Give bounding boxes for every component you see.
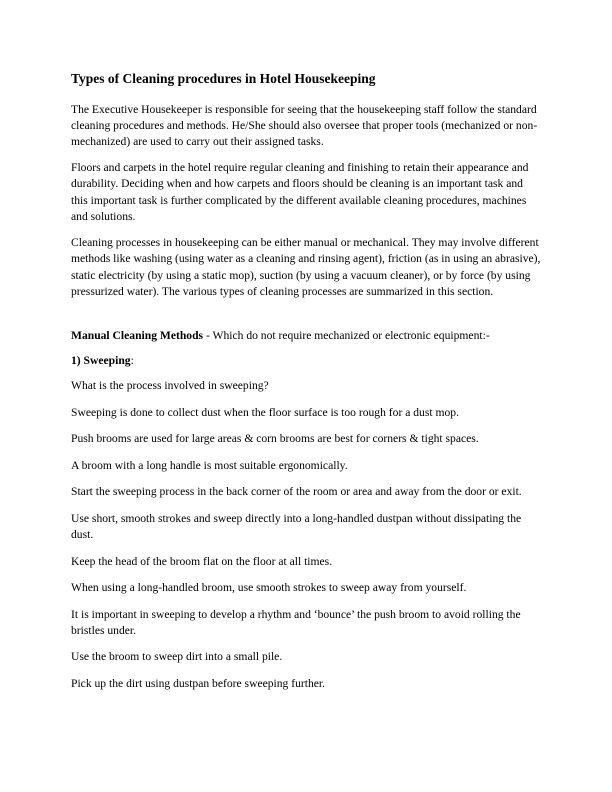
sweeping-point-8: When using a long-handled broom, use smooth strokes to sweep away from yourself. [71, 581, 467, 595]
subsection-heading-rest-text: : [130, 353, 134, 367]
sweeping-point-5: Start the sweeping process in the back corner of the room or area and away from the door or exit. [71, 485, 522, 499]
sweeping-point-11: Pick up the dirt using dustpan before sweeping further. [71, 676, 326, 690]
sweeping-point-4: A broom with a long handle is most suitable ergonomically. [71, 458, 348, 472]
section-heading-rest-text: - Which do not require mechanized or electronic equipment:- [203, 328, 490, 342]
intro-paragraph-2: Floors and carpets in the hotel require regular cleaning and finishing to retain their appearance and durability. Deciding when and how carpets and floors should be cleaning is an important task and this important task is further complicated by the different available cleaning procedures, machines and solutions. [71, 160, 529, 224]
section-spacer [71, 310, 542, 328]
intro-paragraph-3: Cleaning processes in housekeeping can be either manual or mechanical. They may involve different methods like washing (using water as a cleaning and rinsing agent), friction (as in using an abrasive), static electricity (by using a static mop), suction (by using a vacuum cleaner), or by force (by using pressurized water). The various types of cleaning processes are summarized in this section. [71, 235, 541, 299]
sweeping-point-6: Use short, smooth strokes and sweep directly into a long-handled dustpan without dissipating the dust. [71, 511, 522, 542]
subsection-heading-sweeping [71, 353, 542, 369]
sweeping-point-1: What is the process involved in sweeping? [71, 379, 269, 393]
sweeping-point-10: Use the broom to sweep dirt into a small pile. [71, 650, 283, 664]
intro-paragraph-1: The Executive Housekeeper is responsible for seeing that the housekeeping staff follow the standard cleaning procedures and methods. He/She should also oversee that proper tools (mechanized or non-mechanized) are used to carry out their assigned tasks. [71, 102, 538, 149]
sweeping-point-9: It is important in sweeping to develop a rhythm and ‘bounce’ the push broom to avoid rolling the bristles under. [71, 607, 521, 637]
section-heading-bold-text: Manual Cleaning Methods [71, 328, 204, 342]
sweeping-point-2: Sweeping is done to collect dust when the floor surface is too rough for a dust mop. [71, 405, 459, 419]
document-title: Types of Cleaning procedures in Hotel Housekeeping [71, 71, 376, 86]
subsection-heading-bold-text: 1) Sweeping [71, 353, 131, 367]
sweeping-point-7: Keep the head of the broom flat on the floor at all times. [71, 554, 333, 568]
section-heading-manual-cleaning-methods [71, 328, 542, 344]
sweeping-point-3: Push brooms are used for large areas & corn brooms are best for corners & tight spaces. [71, 432, 479, 446]
